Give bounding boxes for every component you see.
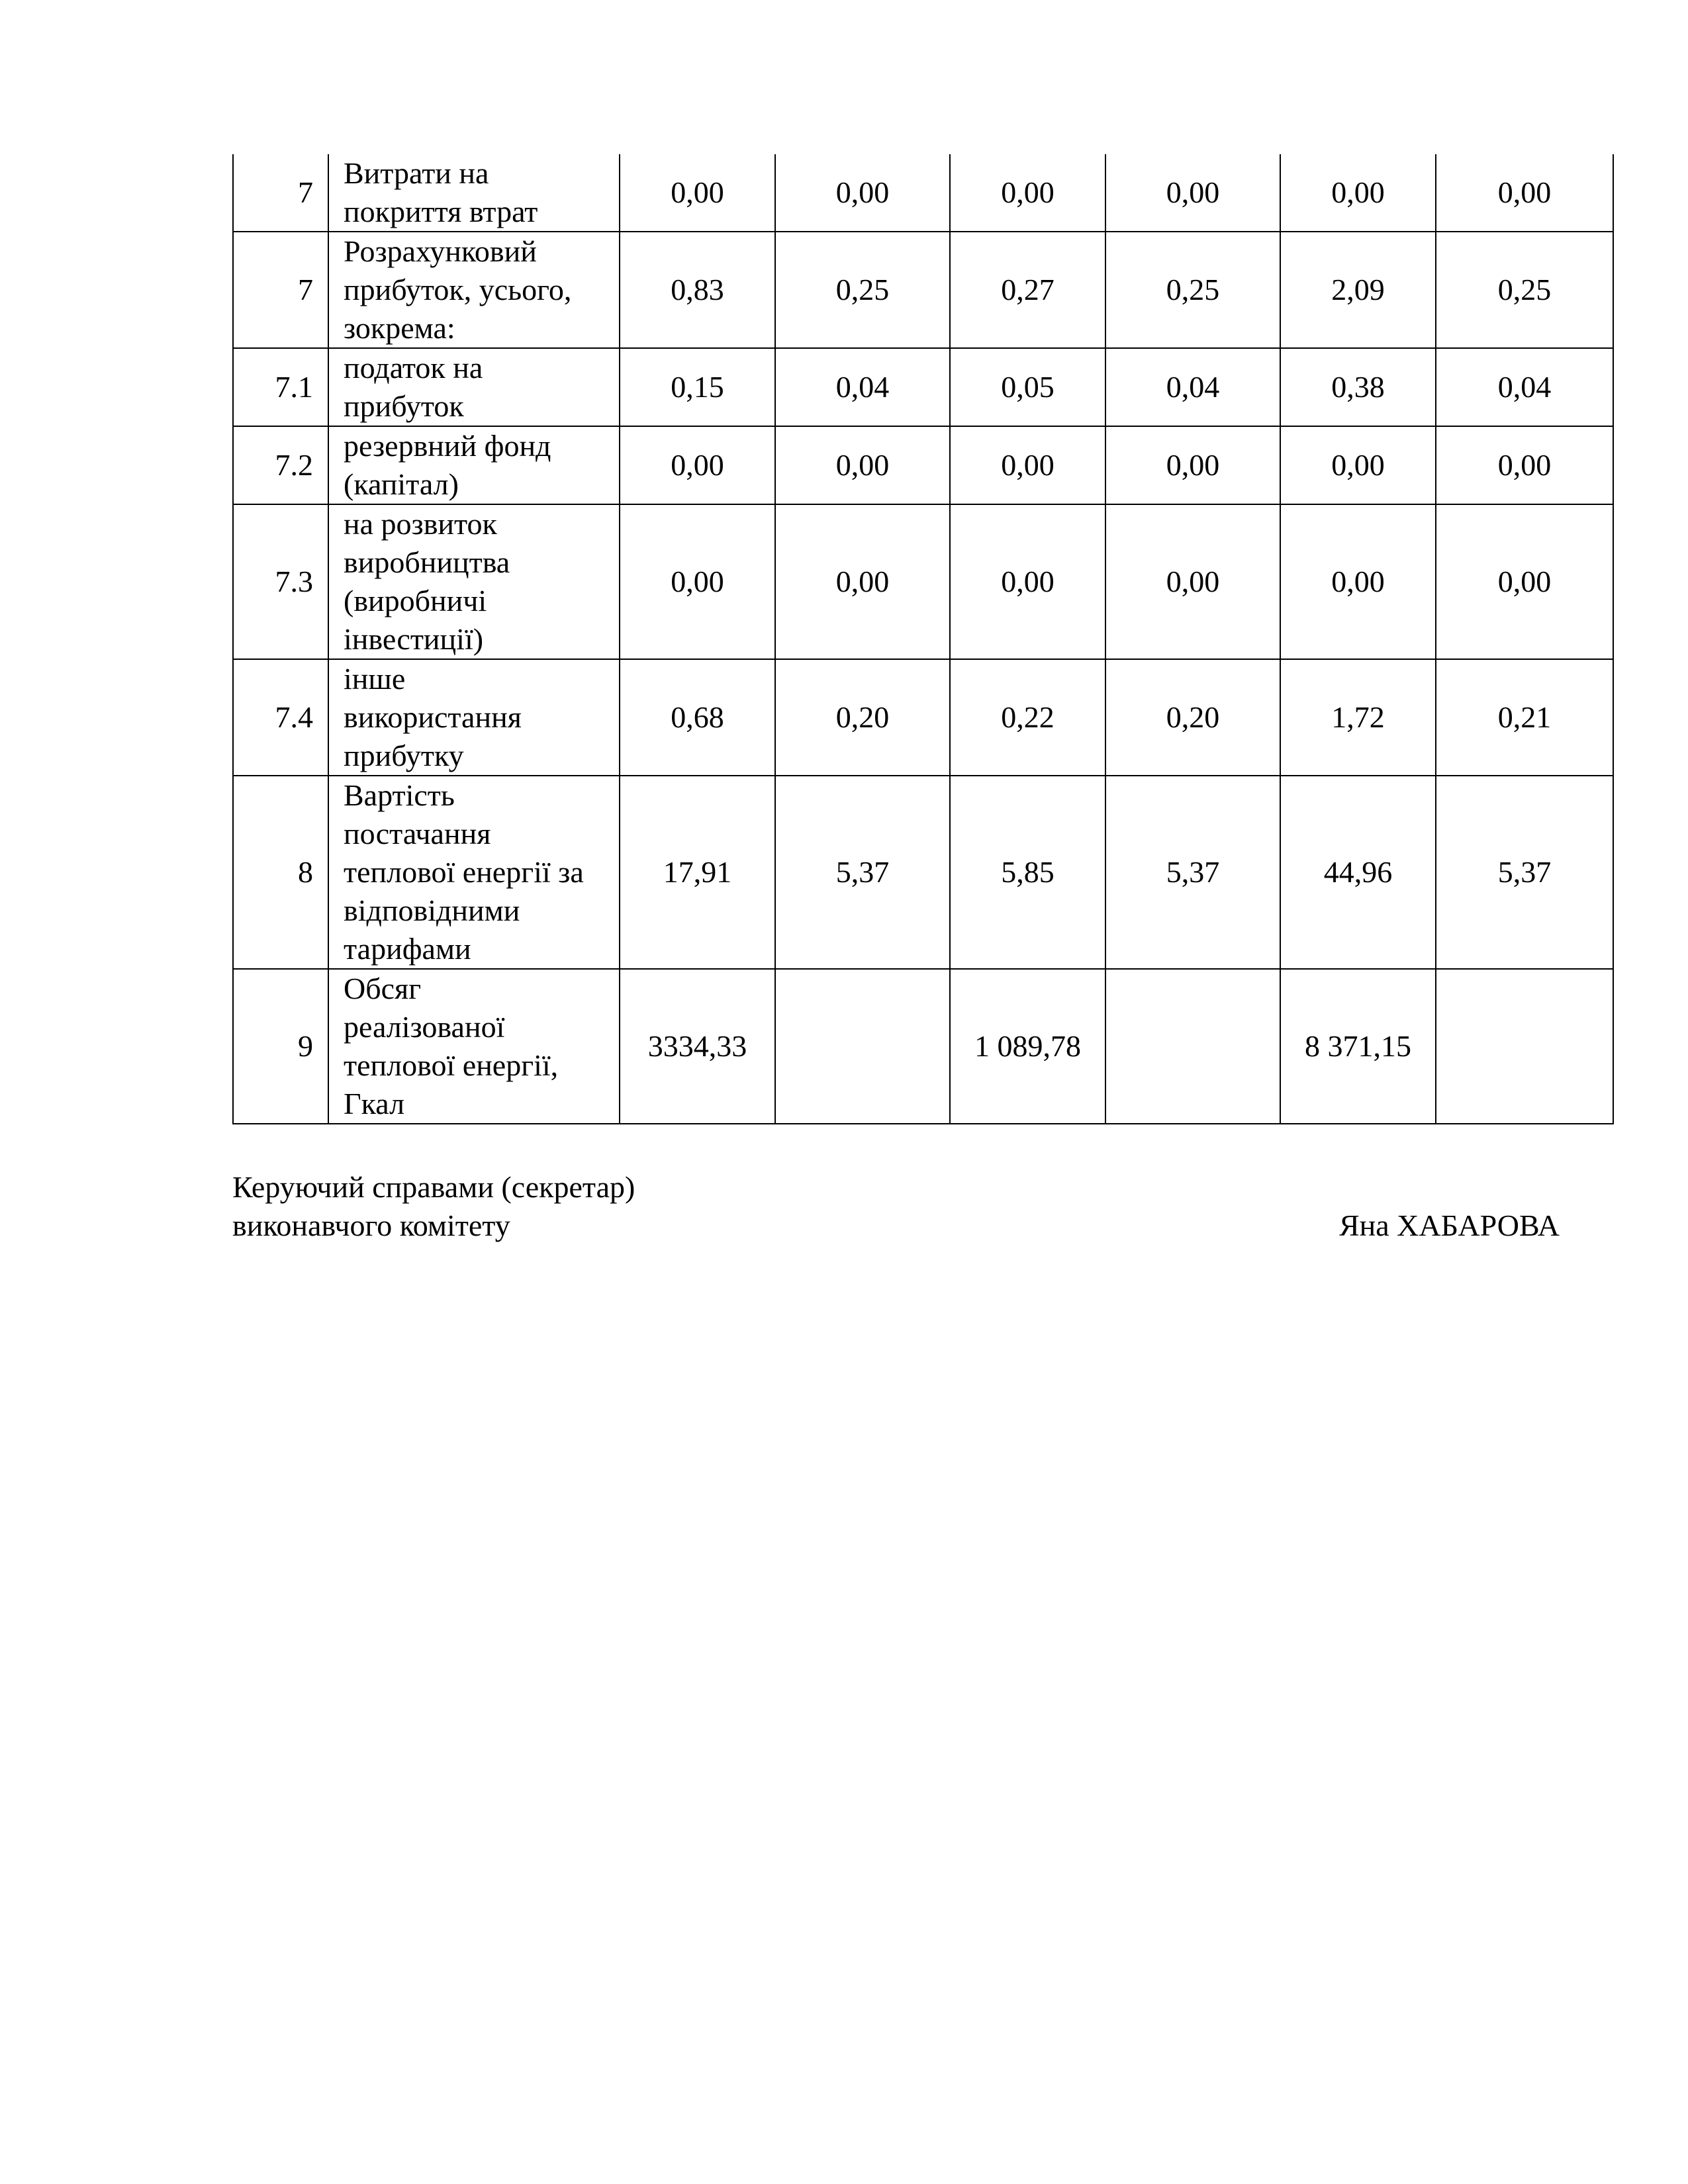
signatory-title-line: Керуючий справами (секретар) — [232, 1170, 635, 1204]
table-cell: 1 089,78 — [950, 969, 1105, 1124]
table-cell: 0,00 — [950, 154, 1105, 232]
table-cell: 0,04 — [1436, 348, 1613, 426]
table-cell: 0,27 — [950, 232, 1105, 348]
row-label: на розвиток виробництва (виробничі інвестиції) — [328, 504, 620, 659]
table-cell — [775, 969, 950, 1124]
signatory-title-line: виконавчого комітету — [232, 1208, 510, 1242]
signatory-title — [232, 1168, 635, 1245]
row-label: податок на прибуток — [328, 348, 620, 426]
table-cell — [1436, 969, 1613, 1124]
row-label: Розрахунковий прибуток, усього, зокрема: — [328, 232, 620, 348]
row-number: 7 — [233, 232, 328, 348]
table-row — [233, 776, 1613, 969]
table-cell: 0,00 — [775, 426, 950, 504]
row-number: 7.4 — [233, 659, 328, 776]
table-cell: 1,72 — [1280, 659, 1436, 776]
table-cell: 0,00 — [1280, 504, 1436, 659]
row-label: Обсяг реалізованої теплової енергії, Гкал — [328, 969, 620, 1124]
table-cell: 0,00 — [1105, 426, 1280, 504]
row-label: Вартість постачання теплової енергії за відповідними тарифами — [328, 776, 620, 969]
table-cell: 44,96 — [1280, 776, 1436, 969]
row-number: 7.1 — [233, 348, 328, 426]
table-cell: 0,04 — [775, 348, 950, 426]
table-cell — [1105, 969, 1280, 1124]
table-row — [233, 426, 1613, 504]
table-cell: 5,37 — [1105, 776, 1280, 969]
tariff-cost-table — [232, 154, 1614, 1124]
table-cell: 0,00 — [775, 504, 950, 659]
table-cell: 0,25 — [1436, 232, 1613, 348]
table-cell: 0,20 — [775, 659, 950, 776]
table-cell: 0,21 — [1436, 659, 1613, 776]
row-label: резервний фонд (капітал) — [328, 426, 620, 504]
table-cell: 0,00 — [1436, 504, 1613, 659]
table-cell: 0,00 — [950, 504, 1105, 659]
table-cell: 0,00 — [1105, 504, 1280, 659]
row-label: інше використання прибутку — [328, 659, 620, 776]
table-cell: 8 371,15 — [1280, 969, 1436, 1124]
table-row — [233, 969, 1613, 1124]
table-cell: 0,04 — [1105, 348, 1280, 426]
signatory-name: Яна ХАБАРОВА — [1338, 1208, 1560, 1242]
table-row — [233, 348, 1613, 426]
row-number: 7 — [233, 154, 328, 232]
table-cell: 5,85 — [950, 776, 1105, 969]
table-cell: 0,00 — [1436, 154, 1613, 232]
table-cell: 0,15 — [620, 348, 775, 426]
table-cell: 3334,33 — [620, 969, 775, 1124]
table-row — [233, 659, 1613, 776]
table-cell: 0,00 — [1105, 154, 1280, 232]
table-cell: 5,37 — [775, 776, 950, 969]
table-cell: 0,00 — [1280, 154, 1436, 232]
table-cell: 0,00 — [1436, 426, 1613, 504]
table-cell: 0,00 — [620, 426, 775, 504]
table-row — [233, 504, 1613, 659]
row-number: 7.3 — [233, 504, 328, 659]
table-cell: 0,22 — [950, 659, 1105, 776]
table-cell: 17,91 — [620, 776, 775, 969]
table-cell: 0,05 — [950, 348, 1105, 426]
row-label: Витрати на покриття втрат — [328, 154, 620, 232]
table-cell: 0,00 — [1280, 426, 1436, 504]
table-cell: 0,00 — [620, 154, 775, 232]
table-cell: 5,37 — [1436, 776, 1613, 969]
table-row — [233, 232, 1613, 348]
table-cell: 0,00 — [950, 426, 1105, 504]
table-cell: 0,68 — [620, 659, 775, 776]
row-number: 9 — [233, 969, 328, 1124]
table-cell: 0,00 — [620, 504, 775, 659]
table-cell: 0,25 — [775, 232, 950, 348]
table-cell: 0,25 — [1105, 232, 1280, 348]
row-number: 7.2 — [233, 426, 328, 504]
table-cell: 0,38 — [1280, 348, 1436, 426]
table-cell: 0,20 — [1105, 659, 1280, 776]
table-cell: 0,00 — [775, 154, 950, 232]
table-cell: 2,09 — [1280, 232, 1436, 348]
table-cell: 0,83 — [620, 232, 775, 348]
row-number: 8 — [233, 776, 328, 969]
table-row — [233, 154, 1613, 232]
